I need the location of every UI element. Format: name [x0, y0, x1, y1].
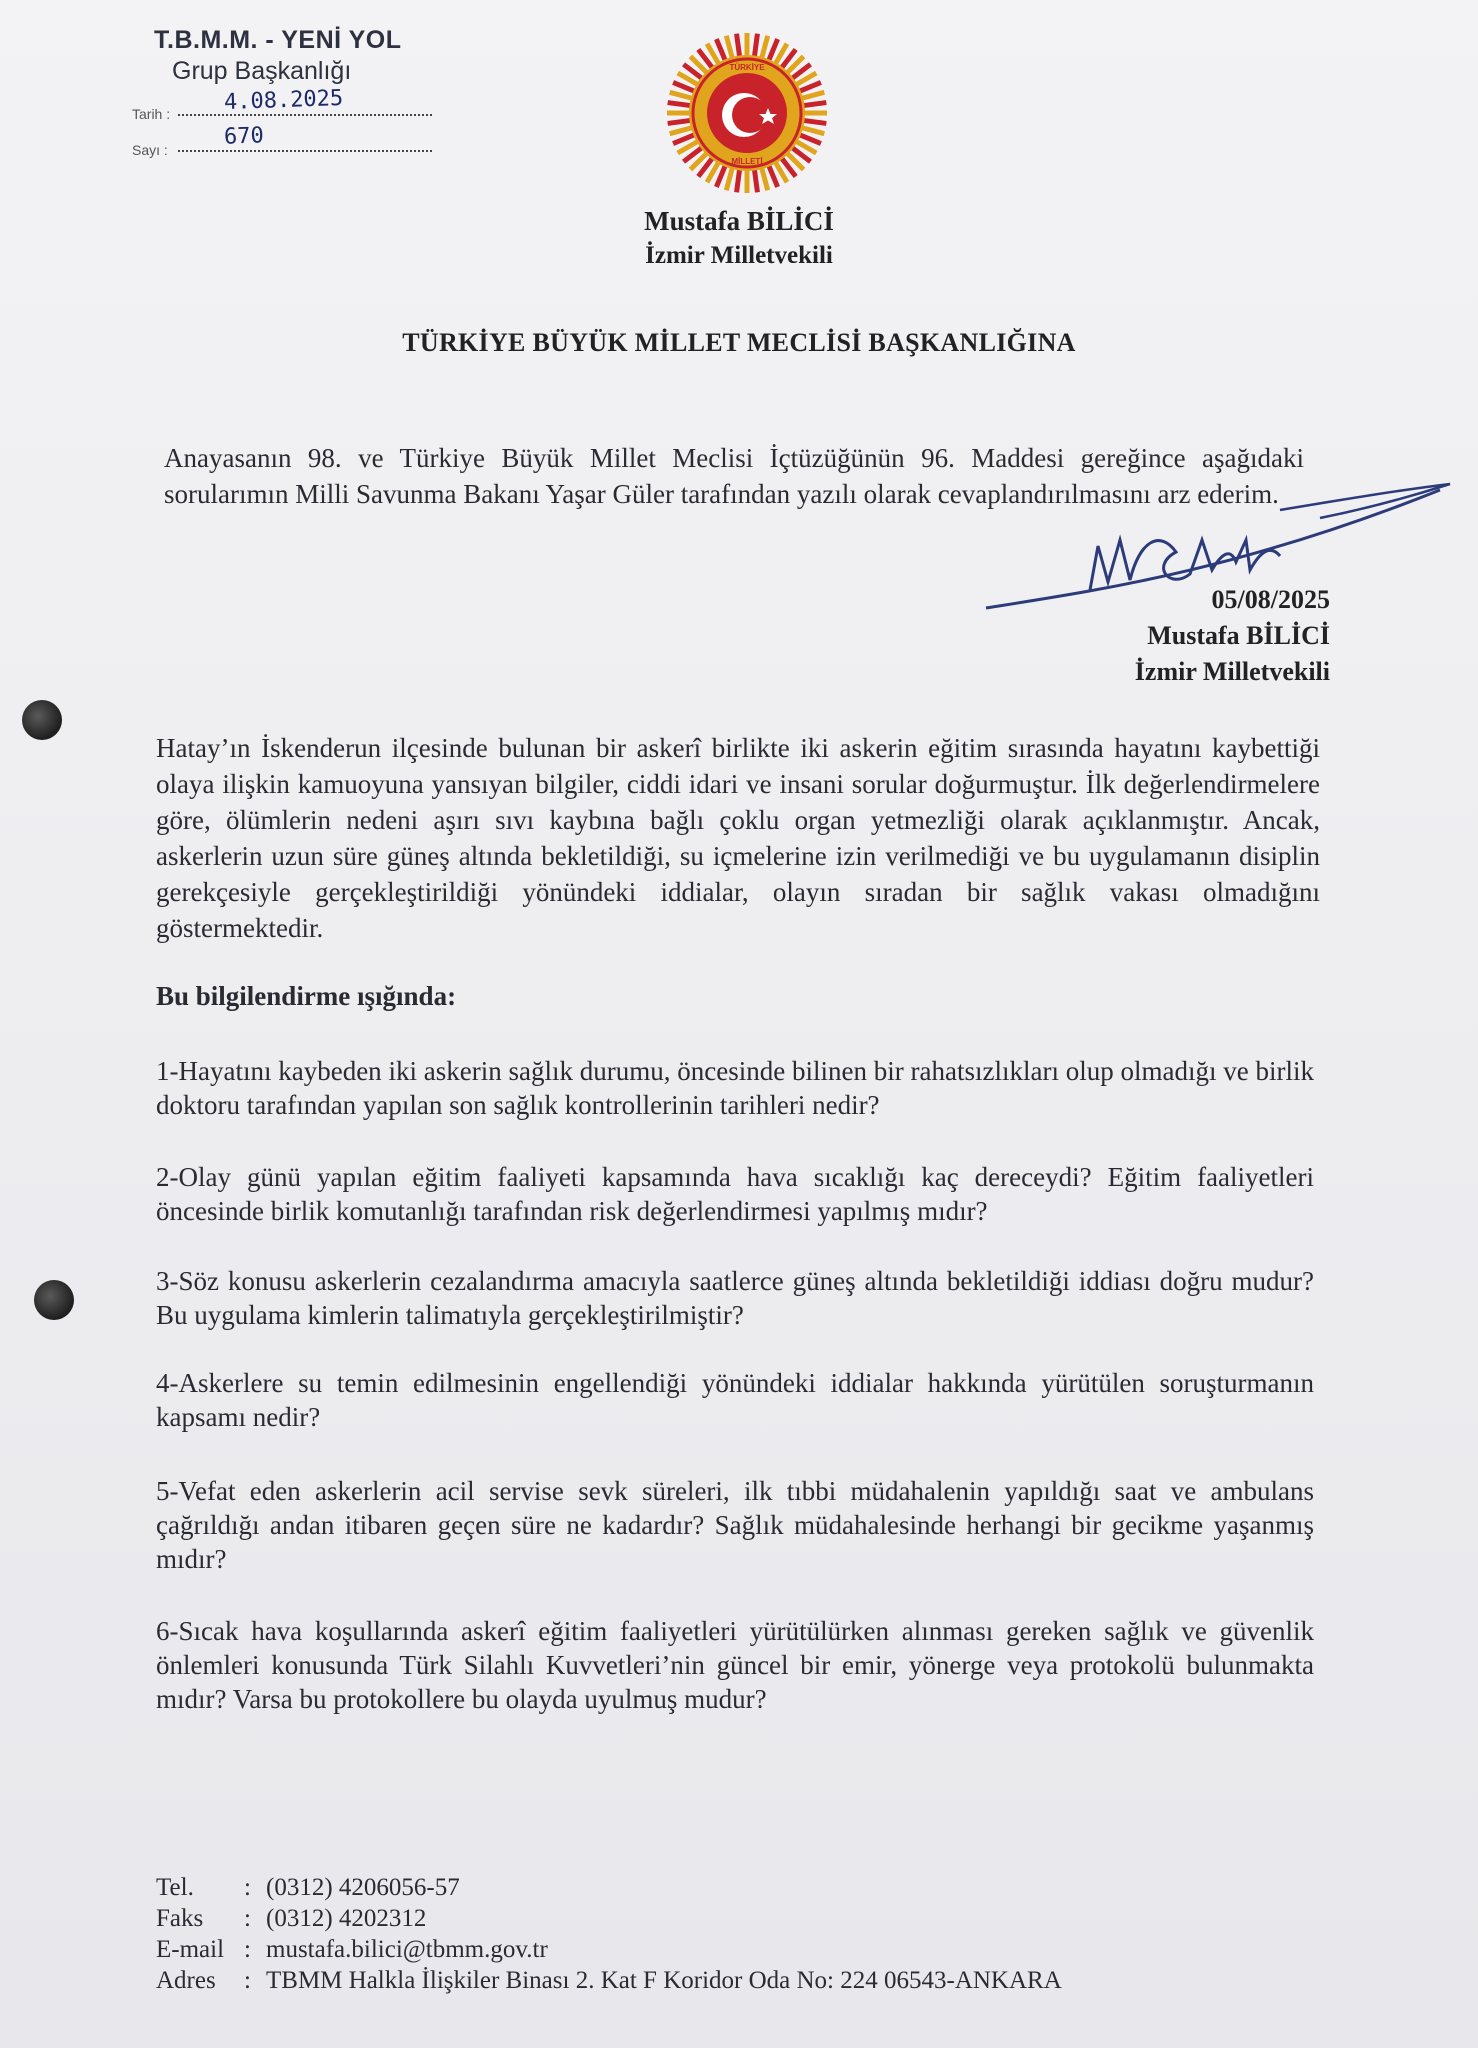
punch-hole-top	[22, 700, 62, 740]
signature-block	[1135, 582, 1330, 690]
svg-text:TÜRKİYE: TÜRKİYE	[729, 63, 765, 72]
tbmm-emblem-icon	[664, 30, 830, 196]
footer-fax-row: Faks : (0312) 4202312	[156, 1905, 427, 1932]
footer-fax-label: Faks	[156, 1905, 204, 1932]
footer-address-label: Adres	[156, 1967, 216, 1994]
question-5: 5-Vefat eden askerlerin acil servise sevk süreleri, ilk tıbbi müdahalenin yapıldığı saat ve ambulans çağrıldığı andan itibaren geçen süre ne kadardır? Sağlık müdahalesinde herhangi bir gecikme yaşanmış mıdır?	[156, 1476, 1314, 1574]
signature-role: İzmir Milletvekili	[1134, 657, 1330, 686]
footer-email-row: E-mail : mustafa.bilici@tbmm.gov.tr	[156, 1936, 548, 1963]
stamp-date-row	[132, 86, 432, 122]
signature-name: Mustafa BİLİCİ	[1147, 621, 1330, 650]
question-6: 6-Sıcak hava koşullarında askerî eğitim faaliyetleri yürütülürken alınması gereken sağlık ve güvenlik önlemleri konusunda Türk Silahlı Kuvvetleri’nin güncel bir emir, yönerge veya protokolü bulunmakta mıdır? Varsa bu protokollere bu olayda uyulmuş mudur?	[156, 1616, 1314, 1714]
footer-email-value: mustafa.bilici@tbmm.gov.tr	[266, 1936, 548, 1963]
stamp-number-label: Sayı :	[132, 142, 168, 158]
stamp-line2: Grup Başkanlığı	[172, 57, 352, 85]
stamp-number-value: 670	[223, 123, 265, 150]
svg-text:MİLLETİ: MİLLETİ	[731, 157, 763, 166]
signature-date: 05/08/2025	[1211, 585, 1330, 614]
stamp-number-row	[132, 122, 432, 158]
header-name: Mustafa BİLİCİ	[644, 206, 834, 236]
header-role: İzmir Milletvekili	[645, 242, 833, 269]
intro-paragraph: Anayasanın 98. ve Türkiye Büyük Millet Meclisi İçtüzüğünün 96. Maddesi gereğince aşağıdaki sorularımın Milli Savunma Bakanı Yaşar Güler tarafından yazılı olarak cevaplandırılmasını arz ederim.	[164, 443, 1304, 509]
contact-footer	[156, 1872, 1062, 1996]
footer-address-row: Adres : TBMM Halkla İlişkiler Binası 2. Kat F Koridor Oda No: 224 06543-ANKARA	[156, 1967, 1062, 1994]
question-2: 2-Olay günü yapılan eğitim faaliyeti kapsamında hava sıcaklığı kaç dereceydi? Eğitim faaliyetleri öncesinde birlik komutanlığı tarafından risk değerlendirmesi yapılmış mıdır?	[156, 1162, 1314, 1226]
question-1: 1-Hayatını kaybeden iki askerin sağlık durumu, öncesinde bilinen bir rahatsızlıkları olup olmadığı ve birlik doktoru tarafından yapılan son sağlık kontrollerinin tarihleri nedir?	[156, 1056, 1314, 1120]
footer-address-value: TBMM Halkla İlişkiler Binası 2. Kat F Koridor Oda No: 224 06543-ANKARA	[266, 1967, 1062, 1994]
receipt-stamp	[132, 26, 432, 158]
body-paragraph: Hatay’ın İskenderun ilçesinde bulunan bir askerî birlikte iki askerin eğitim sırasında hayatını kaybettiği olaya ilişkin kamuoyuna yansıyan bilgiler, ciddi idari ve insani sorular doğurmuştur. İlk değerlendirmelere göre, ölümlerin nedeni aşırı sıvı kaybına bağlı çoklu organ yetmezliği olarak açıklanmıştır. Ancak, askerlerin uzun süre güneş altında bekletildiği, su içmelerine izin verilmediği ve bu uygulamanın disiplin gerekçesiyle gerçekleştirildiği yönündeki iddialar, olayın sıradan bir sağlık vakası olmadığını göstermektedir.	[156, 733, 1320, 943]
footer-email-label: E-mail	[156, 1936, 225, 1963]
footer-fax-value: (0312) 4202312	[266, 1905, 427, 1932]
footer-tel-value: (0312) 4206056-57	[266, 1874, 460, 1901]
punch-hole-bottom	[34, 1280, 74, 1320]
stamp-date-label: Tarih :	[132, 106, 171, 122]
footer-tel-label: Tel.	[156, 1874, 194, 1901]
question-3: 3-Söz konusu askerlerin cezalandırma amacıyla saatlerce güneş altında bekletildiği iddiası doğru mudur? Bu uygulama kimlerin talimatıyla gerçekleştirilmiştir?	[156, 1266, 1314, 1330]
stamp-date-value: 4.08.2025	[223, 85, 344, 116]
document-title: TÜRKİYE BÜYÜK MİLLET MECLİSİ BAŞKANLIĞINA	[402, 328, 1076, 357]
question-4: 4-Askerlere su temin edilmesinin engellendiği yönündeki iddialar hakkında yürütülen soruşturmanın kapsamı nedir?	[156, 1368, 1314, 1432]
stamp-line1: T.B.M.M. - YENİ YOL	[154, 26, 402, 54]
subheading: Bu bilgilendirme ışığında:	[156, 981, 457, 1011]
footer-tel-row: Tel. : (0312) 4206056-57	[156, 1874, 460, 1901]
